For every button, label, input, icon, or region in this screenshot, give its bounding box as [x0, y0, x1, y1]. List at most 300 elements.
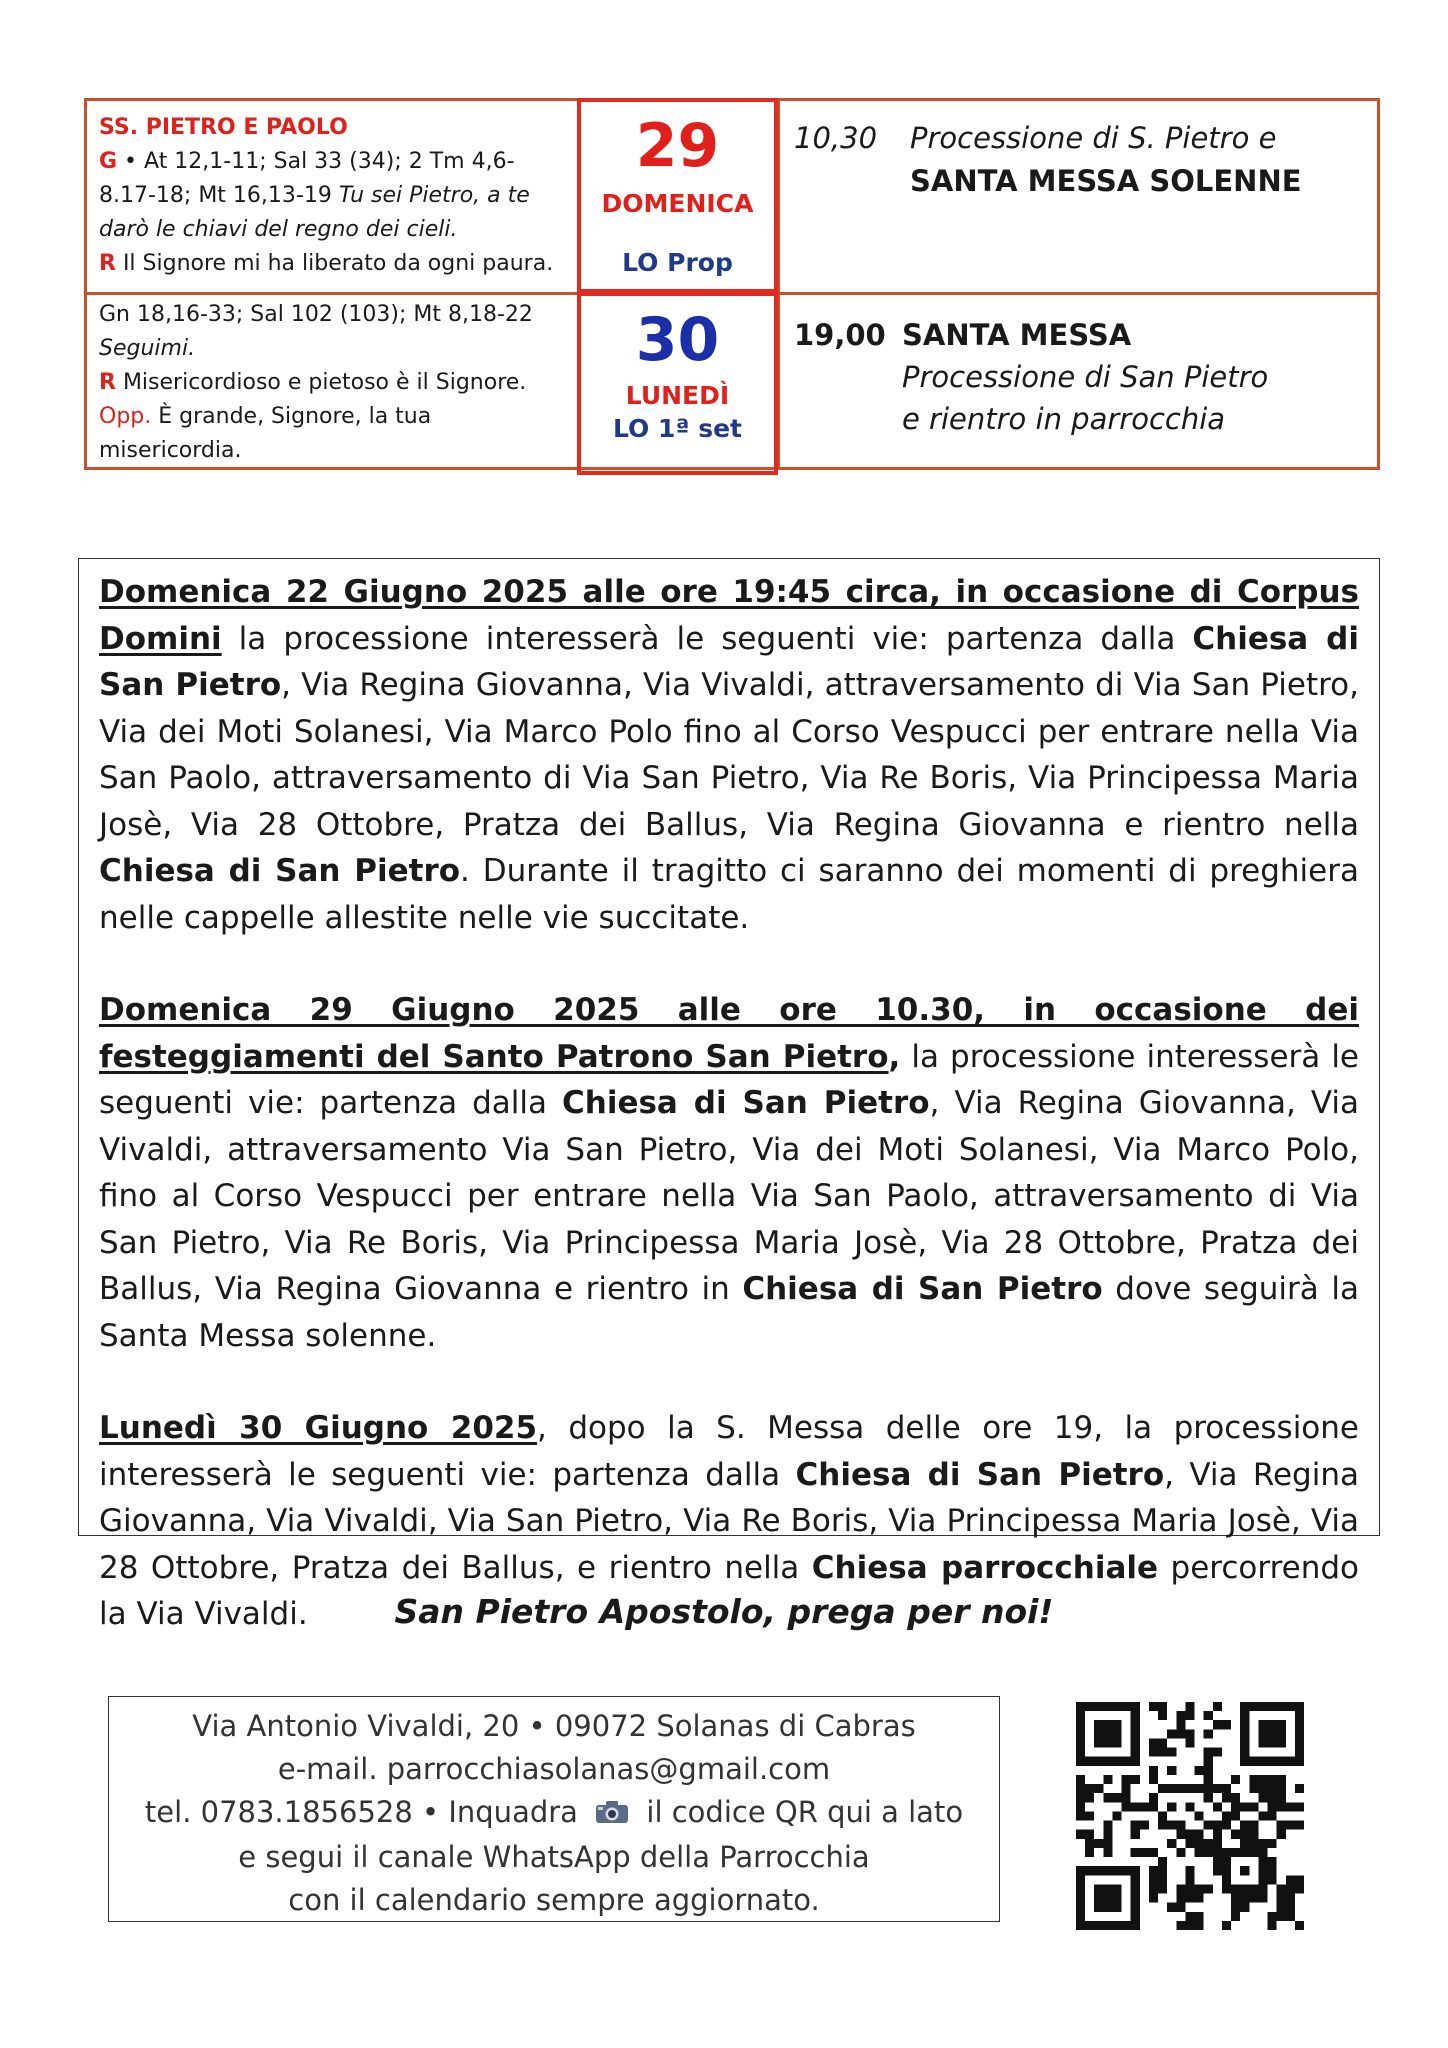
qr-module [1122, 1802, 1131, 1811]
event-line: SANTA MESSA [902, 318, 1132, 352]
qr-module [1176, 1894, 1185, 1903]
qr-module [1240, 1738, 1249, 1747]
qr-module [1103, 1757, 1112, 1766]
qr-module [1268, 1720, 1277, 1729]
qr-module [1258, 1884, 1267, 1893]
qr-module [1240, 1720, 1249, 1729]
qr-module [1286, 1903, 1295, 1912]
qr-module [1149, 1766, 1158, 1775]
qr-module [1131, 1821, 1140, 1830]
qr-module [1076, 1830, 1085, 1839]
address: Via Antonio Vivaldi, 20 • 09072 Solanas di Cabras [192, 1709, 916, 1743]
qr-module [1131, 1775, 1140, 1784]
qr-module [1131, 1757, 1140, 1766]
qr-module [1112, 1720, 1121, 1729]
qr-module [1258, 1894, 1267, 1903]
qr-module [1195, 1894, 1204, 1903]
qr-module [1286, 1702, 1295, 1711]
qr-module [1249, 1839, 1258, 1848]
qr-module [1103, 1775, 1112, 1784]
qr-module [1085, 1848, 1094, 1857]
qr-module [1185, 1830, 1194, 1839]
qr-module [1240, 1821, 1249, 1830]
qr-module [1085, 1921, 1094, 1930]
qr-module [1240, 1748, 1249, 1757]
qr-module [1112, 1757, 1121, 1766]
qr-module [1112, 1884, 1121, 1893]
qr-module [1149, 1775, 1158, 1784]
closing-prayer: San Pietro Apostolo, prega per noi! [394, 1592, 1054, 1631]
event-time: 10,30 [794, 121, 878, 155]
qr-module [1277, 1884, 1286, 1893]
qr-module [1112, 1729, 1121, 1738]
qr-module [1094, 1720, 1103, 1729]
qr-module [1131, 1711, 1140, 1720]
qr-module [1286, 1821, 1295, 1830]
qr-module [1268, 1857, 1277, 1866]
day-name: LUNEDÌ [625, 381, 730, 410]
qr-module [1131, 1848, 1140, 1857]
qr-module [1076, 1921, 1085, 1930]
qr-module [1131, 1884, 1140, 1893]
qr-module [1258, 1793, 1267, 1802]
qr-module [1185, 1894, 1194, 1903]
qr-module [1076, 1793, 1085, 1802]
qr-module [1103, 1839, 1112, 1848]
qr-module [1268, 1729, 1277, 1738]
qr-module [1249, 1894, 1258, 1903]
qr-module [1112, 1738, 1121, 1747]
qr-module [1158, 1821, 1167, 1830]
qr-module [1158, 1857, 1167, 1866]
qr-module [1094, 1738, 1103, 1747]
qr-module [1185, 1839, 1194, 1848]
qr-module [1277, 1738, 1286, 1747]
qr-module [1268, 1775, 1277, 1784]
qr-module [1131, 1866, 1140, 1875]
qr-module [1112, 1903, 1121, 1912]
qr-module [1176, 1729, 1185, 1738]
qr-module [1222, 1784, 1231, 1793]
qr-module [1295, 1711, 1304, 1720]
qr-module [1258, 1720, 1267, 1729]
qr-module [1268, 1784, 1277, 1793]
qr-module [1076, 1775, 1085, 1784]
qr-module [1131, 1875, 1140, 1884]
qr-module [1094, 1784, 1103, 1793]
qr-module [1149, 1866, 1158, 1875]
qr-module [1258, 1775, 1267, 1784]
qr-module [1094, 1903, 1103, 1912]
qr-module [1231, 1811, 1240, 1820]
qr-module [1213, 1830, 1222, 1839]
event-line: Processione di S. Pietro e [910, 121, 1277, 155]
qr-module [1185, 1711, 1194, 1720]
qr-module [1268, 1839, 1277, 1848]
qr-module [1277, 1894, 1286, 1903]
qr-module [1258, 1738, 1267, 1747]
qr-module [1103, 1866, 1112, 1875]
qr-module [1277, 1912, 1286, 1921]
qr-module [1204, 1839, 1213, 1848]
qr-module [1295, 1702, 1304, 1711]
qr-module [1249, 1702, 1258, 1711]
qr-module [1277, 1830, 1286, 1839]
day-box-30 [577, 292, 778, 475]
qr-module [1103, 1738, 1112, 1747]
qr-module [1277, 1784, 1286, 1793]
qr-module [1122, 1757, 1131, 1766]
qr-module [1249, 1848, 1258, 1857]
qr-module [1286, 1912, 1295, 1921]
qr-module [1240, 1894, 1249, 1903]
qr-module [1231, 1912, 1240, 1921]
qr-module [1185, 1884, 1194, 1893]
qr-module [1204, 1848, 1213, 1857]
qr-module [1158, 1748, 1167, 1757]
qr-module [1131, 1894, 1140, 1903]
qr-module [1240, 1866, 1249, 1875]
qr-module [1204, 1757, 1213, 1766]
notice-paragraph: Domenica 29 Giugno 2025 alle ore 10.30, in occasione dei festeggiamenti del Santo Patrono San Pietro, la processione interesserà le seguenti vie: partenza dalla Chiesa di San Pietro, Via Regina Giovanna, Via Vivaldi, attraversamento Via San Pietro, Via dei Moti Solanesi, Via Marco Polo, fino al Corso Vespucci per entrare nella Via San Paolo, attraversamento di Via San Pietro, Via Re Boris, Via Principessa Maria Josè, Via 28 Ottobre, Pratza dei Ballus, Via Regina Giovanna e rientro in Chiesa di San Pietro dove seguirà la Santa Messa solenne. [99, 992, 1359, 1354]
qr-module [1149, 1793, 1158, 1802]
qr-module [1240, 1711, 1249, 1720]
qr-module [1185, 1702, 1194, 1711]
qr-module [1286, 1757, 1295, 1766]
qr-module [1158, 1711, 1167, 1720]
qr-module [1295, 1821, 1304, 1830]
email[interactable]: e-mail. parrocchiasolanas@gmail.com [277, 1752, 831, 1786]
qr-module [1195, 1921, 1204, 1930]
qr-module [1213, 1821, 1222, 1830]
day-number: 29 [635, 111, 720, 181]
qr-module [1222, 1866, 1231, 1875]
qr-module [1176, 1830, 1185, 1839]
qr-module [1213, 1702, 1222, 1711]
day-number: 30 [635, 305, 720, 375]
qr-module [1286, 1802, 1295, 1811]
lo-label: LO 1ª set [613, 414, 742, 443]
qr-module [1249, 1802, 1258, 1811]
qr-module [1231, 1903, 1240, 1912]
qr-module [1295, 1875, 1304, 1884]
qr-module [1240, 1702, 1249, 1711]
qr-module [1222, 1848, 1231, 1857]
qr-module [1213, 1784, 1222, 1793]
qr-module [1249, 1757, 1258, 1766]
qr-module [1204, 1793, 1213, 1802]
qr-module [1222, 1821, 1231, 1830]
qr-module [1213, 1748, 1222, 1757]
qr-module [1231, 1884, 1240, 1893]
qr-module [1231, 1775, 1240, 1784]
qr-module [1149, 1802, 1158, 1811]
qr-module [1268, 1793, 1277, 1802]
qr-module [1295, 1729, 1304, 1738]
qr-module [1258, 1702, 1267, 1711]
qr-module [1277, 1775, 1286, 1784]
qr-module [1240, 1839, 1249, 1848]
qr-module [1158, 1875, 1167, 1884]
qr-module [1185, 1921, 1194, 1930]
qr-module [1185, 1912, 1194, 1921]
qr-module [1258, 1866, 1267, 1875]
qr-module [1277, 1720, 1286, 1729]
qr-module [1268, 1811, 1277, 1820]
qr-module [1085, 1839, 1094, 1848]
qr-module [1176, 1720, 1185, 1729]
qr-module [1195, 1811, 1204, 1820]
qr-module [1167, 1766, 1176, 1775]
qr-module [1185, 1802, 1194, 1811]
camera-icon [595, 1793, 629, 1836]
readings-text: G • At 12,1-11; Sal 33 (34); 2 Tm 4,6-8.17-18; Mt 16,13-19 Tu sei Pietro, a te darò le chiavi del regno dei cieli. [99, 149, 530, 242]
qr-module [1076, 1757, 1085, 1766]
lo-label: LO Prop [622, 248, 733, 277]
qr-module [1131, 1720, 1140, 1729]
qr-module [1213, 1839, 1222, 1848]
qr-module [1149, 1875, 1158, 1884]
qr-module [1240, 1729, 1249, 1738]
qr-module [1094, 1884, 1103, 1893]
qr-module [1076, 1802, 1085, 1811]
qr-module [1112, 1921, 1121, 1930]
qr-module [1295, 1757, 1304, 1766]
notice-paragraph: Lunedì 30 Giugno 2025, dopo la S. Messa delle ore 19, la processione interesserà le seguenti vie: partenza dalla Chiesa di San Pietro, Via Regina Giovanna, Via Vivaldi, Via San Pietro, Via Re Boris, Via Principessa Maria Josè, Via 28 Ottobre, Pratza dei Ballus, e rientro nella Chiesa parrocchiale percorrendo la Via Vivaldi. [99, 1410, 1360, 1632]
qr-module [1149, 1884, 1158, 1893]
qr-module [1240, 1802, 1249, 1811]
qr-code[interactable] [1076, 1702, 1304, 1930]
qr-module [1204, 1711, 1213, 1720]
qr-module [1158, 1702, 1167, 1711]
qr-module [1249, 1784, 1258, 1793]
calendar-line: con il calendario sempre aggiornato. [288, 1882, 820, 1917]
qr-module [1076, 1720, 1085, 1729]
qr-module [1149, 1748, 1158, 1757]
qr-module [1268, 1738, 1277, 1747]
phone-line: tel. 0783.1856528 • Inquadra il codice QR qui a lato [109, 1791, 999, 1836]
qr-module [1076, 1866, 1085, 1875]
readings-italic: Seguimi. [99, 336, 196, 361]
qr-module [1131, 1921, 1140, 1930]
qr-module [1204, 1884, 1213, 1893]
contact-box [108, 1696, 1000, 1922]
qr-module [1122, 1921, 1131, 1930]
event-line: e rientro in parrocchia [902, 402, 1226, 436]
qr-module [1240, 1884, 1249, 1893]
qr-module [1140, 1802, 1149, 1811]
qr-module [1167, 1802, 1176, 1811]
qr-module [1213, 1720, 1222, 1729]
qr-module [1277, 1821, 1286, 1830]
qr-module [1131, 1738, 1140, 1747]
qr-module [1103, 1848, 1112, 1857]
qr-module [1277, 1903, 1286, 1912]
qr-module [1268, 1921, 1277, 1930]
qr-module [1158, 1738, 1167, 1747]
qr-module [1158, 1784, 1167, 1793]
qr-module [1231, 1830, 1240, 1839]
qr-module [1176, 1903, 1185, 1912]
qr-module [1103, 1702, 1112, 1711]
qr-module [1076, 1912, 1085, 1921]
qr-module [1213, 1848, 1222, 1857]
qr-module [1185, 1875, 1194, 1884]
qr-module [1122, 1702, 1131, 1711]
qr-module [1094, 1702, 1103, 1711]
qr-module [1204, 1748, 1213, 1757]
qr-module [1231, 1848, 1240, 1857]
qr-module [1103, 1903, 1112, 1912]
qr-module [1277, 1793, 1286, 1802]
whatsapp-line: e segui il canale WhatsApp della Parrocchia [238, 1839, 870, 1874]
qr-module [1149, 1848, 1158, 1857]
qr-module [1167, 1821, 1176, 1830]
qr-module [1213, 1802, 1222, 1811]
qr-module [1103, 1729, 1112, 1738]
qr-module [1222, 1720, 1231, 1729]
qr-module [1195, 1848, 1204, 1857]
qr-module [1176, 1784, 1185, 1793]
qr-module [1204, 1821, 1213, 1830]
qr-module [1268, 1757, 1277, 1766]
event-cell [780, 292, 1377, 467]
qr-module [1195, 1884, 1204, 1893]
qr-module [1286, 1884, 1295, 1893]
qr-module [1286, 1894, 1295, 1903]
qr-module [1277, 1702, 1286, 1711]
qr-module [1149, 1738, 1158, 1747]
qr-module [1076, 1748, 1085, 1757]
qr-module [1185, 1738, 1194, 1747]
qr-module [1085, 1866, 1094, 1875]
qr-module [1176, 1711, 1185, 1720]
qr-module [1249, 1775, 1258, 1784]
qr-module [1213, 1857, 1222, 1866]
qr-module [1258, 1729, 1267, 1738]
qr-module [1076, 1784, 1085, 1793]
event-line: SANTA MESSA SOLENNE [910, 164, 1302, 198]
qr-module [1094, 1921, 1103, 1930]
qr-module [1076, 1738, 1085, 1747]
paragraph-heading: Domenica 29 Giugno 2025 alle ore 10.30, in occasione dei festeggiamenti del Santo Patrono San Pietro [99, 992, 1359, 1075]
qr-module [1277, 1757, 1286, 1766]
qr-module [1231, 1793, 1240, 1802]
qr-module [1112, 1811, 1121, 1820]
qr-module [1258, 1857, 1267, 1866]
qr-module [1140, 1848, 1149, 1857]
qr-module [1103, 1921, 1112, 1930]
qr-module [1176, 1848, 1185, 1857]
qr-module [1268, 1866, 1277, 1875]
qr-module [1295, 1738, 1304, 1747]
qr-module [1122, 1793, 1131, 1802]
qr-module [1185, 1866, 1194, 1875]
qr-module [1249, 1830, 1258, 1839]
qr-module [1131, 1903, 1140, 1912]
qr-module [1286, 1875, 1295, 1884]
qr-module [1295, 1784, 1304, 1793]
qr-module [1249, 1884, 1258, 1893]
qr-module [1085, 1784, 1094, 1793]
qr-module [1258, 1784, 1267, 1793]
qr-module [1185, 1784, 1194, 1793]
qr-module [1094, 1866, 1103, 1875]
qr-module [1240, 1830, 1249, 1839]
qr-module [1131, 1729, 1140, 1738]
qr-module [1112, 1702, 1121, 1711]
qr-module [1249, 1821, 1258, 1830]
qr-module [1258, 1875, 1267, 1884]
qr-module [1103, 1793, 1112, 1802]
qr-module [1268, 1702, 1277, 1711]
qr-module [1277, 1729, 1286, 1738]
qr-module [1258, 1848, 1267, 1857]
qr-module [1167, 1748, 1176, 1757]
qr-module [1258, 1839, 1267, 1848]
day-box-29 [577, 98, 778, 293]
qr-module [1103, 1894, 1112, 1903]
qr-module [1204, 1784, 1213, 1793]
qr-module [1222, 1884, 1231, 1893]
qr-module [1240, 1757, 1249, 1766]
event-cell [780, 101, 1377, 292]
qr-module [1222, 1857, 1231, 1866]
qr-module [1295, 1720, 1304, 1729]
qr-module [1076, 1875, 1085, 1884]
qr-module [1122, 1784, 1131, 1793]
qr-module [1167, 1839, 1176, 1848]
notice-paragraph: Domenica 22 Giugno 2025 alle ore 19:45 circa, in occasione di Corpus Domini la processione interesserà le seguenti vie: partenza dalla Chiesa di San Pietro, Via Regina Giovanna, Via Vivaldi, attraversamento di Via San Pietro, Via dei Moti Solanesi, Via Marco Polo fino al Corso Vespucci per entrare nella Via San Paolo, attraversamento di Via San Pietro, Via Re Boris, Via Principessa Maria Josè, Via 28 Ottobre, Pratza dei Ballus, Via Regina Giovanna e rientro nella Chiesa di San Pietro. Durante il tragitto ci saranno dei momenti di preghiera nelle cappelle allestite nelle vie succitate. [99, 574, 1360, 936]
qr-module [1158, 1884, 1167, 1893]
qr-module [1268, 1875, 1277, 1884]
qr-module [1076, 1711, 1085, 1720]
qr-module [1085, 1757, 1094, 1766]
qr-module [1176, 1921, 1185, 1930]
qr-module [1085, 1793, 1094, 1802]
qr-module [1103, 1884, 1112, 1893]
qr-module [1076, 1903, 1085, 1912]
qr-module [1149, 1702, 1158, 1711]
readings-cell [87, 101, 577, 292]
qr-module [1240, 1903, 1249, 1912]
qr-module [1185, 1729, 1194, 1738]
qr-module [1277, 1802, 1286, 1811]
qr-module [1222, 1811, 1231, 1820]
qr-module [1103, 1821, 1112, 1830]
psalm-response: R Misericordioso e pietoso è il Signore. [99, 370, 527, 395]
readings-text: Gn 18,16-33; Sal 102 (103); Mt 8,18-22 [99, 302, 533, 327]
liturgical-calendar [84, 98, 1380, 470]
qr-module [1094, 1894, 1103, 1903]
qr-module [1076, 1811, 1085, 1820]
qr-module [1222, 1793, 1231, 1802]
qr-module [1295, 1921, 1304, 1930]
qr-module [1222, 1875, 1231, 1884]
qr-module [1158, 1811, 1167, 1820]
qr-module [1195, 1766, 1204, 1775]
qr-module [1076, 1894, 1085, 1903]
qr-module [1158, 1866, 1167, 1875]
qr-module [1131, 1748, 1140, 1757]
qr-module [1295, 1748, 1304, 1757]
qr-module [1167, 1729, 1176, 1738]
qr-module [1195, 1830, 1204, 1839]
qr-module [1195, 1912, 1204, 1921]
qr-module [1268, 1802, 1277, 1811]
qr-module [1085, 1830, 1094, 1839]
qr-module [1195, 1784, 1204, 1793]
